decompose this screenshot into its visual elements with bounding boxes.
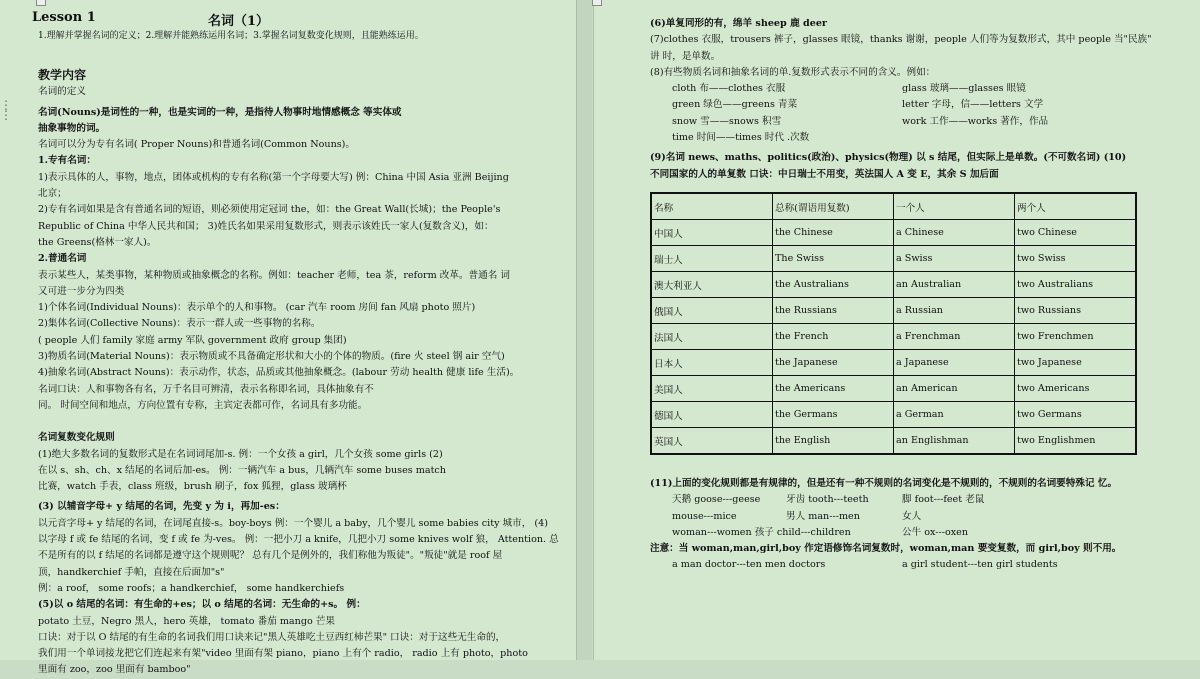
text-line: 同。 时间空间和地点，方向位置有专称，主宾定表都可作，名词具有多功能。 [38,399,368,411]
table-cell: 法国人 [651,324,773,350]
table-cell: two Russians [1015,298,1137,324]
left-page-content [32,10,564,679]
table-row [651,350,1136,376]
lesson-label: Lesson 1 [32,10,96,25]
word-pair: green 绿色——greens 青菜 [672,99,798,111]
text-line: 1.专有名词： [38,155,96,167]
table-cell: an Englishman [894,428,1015,455]
table-cell: 澳大利亚人 [651,272,773,298]
text-line: 里面有 zoo，zoo 里面有 bamboo" [38,664,191,676]
table-header-row [651,193,1136,220]
text-line: 名词(Nouns)是词性的一种，也是实词的一种，是指待人物事时地情感概念 等实体或 [38,106,402,118]
table-cell: a Frenchman [894,324,1015,350]
table-cell: 俄国人 [651,298,773,324]
word-pair-row [650,81,1190,97]
irregular-pair: 脚 foot---feet 老鼠 [902,494,985,506]
table-cell: 日本人 [651,350,773,376]
rules-6-8 [650,16,1190,81]
drag-handle-icon[interactable]: ⋮ ⋮ [0,98,12,122]
table-header-cell: 总称(谓语用复数) [773,193,894,220]
text-line: 北京； [38,188,67,200]
right-page-content [650,16,1190,571]
table-cell: two Swiss [1015,246,1137,272]
irregular-pair: mouse---mice [672,510,737,522]
table-cell: The Swiss [773,246,894,272]
table-cell: two Japanese [1015,350,1137,376]
table-cell: an Australian [894,272,1015,298]
table-row [651,402,1136,428]
table-cell: 英国人 [651,428,773,455]
text-line: 2)集体名词(Collective Nouns)：表示一群人或一些事物的名称。 [38,318,321,330]
text-line: 不是所有的以 f 结尾的名词都是遵守这个规则呢？ 总有几个是例外的，我们称他为叛徒"。"叛徒"就是 roof 屋 [38,550,503,562]
page-gutter [577,0,592,660]
table-cell: two Frenchmen [1015,324,1137,350]
text-line: (8)有些物质名词和抽象名词的单.复数形式表示不同的含义。例如： [650,66,936,78]
objectives: 1.理解并掌握名词的定义；2.理解并能熟练运用名词；3.掌握名词复数变化规则，且能熟练运用。 [38,31,424,41]
text-line: 口诀：对于以 O 结尾的有生命的名词我们用口诀来记"黑人英雄吃土豆西红杮芒果" 口诀：对于这些无生命的， [38,631,506,643]
rule-10: 不同国家的人的单复数 口诀：中日瑞士不用变，英法国人 A 变 E，其余 S 加后面 [650,168,999,180]
table-cell: the English [773,428,894,455]
irregular-pair-row [650,525,1190,541]
plural-heading: 名词复数变化规则 [38,432,115,444]
left-page [0,0,577,676]
table-row [651,272,1136,298]
table-cell: the Russians [773,298,894,324]
table-cell: the Germans [773,402,894,428]
text-line: 在以 s、sh、ch、x 结尾的名词后加-es。 例：一辆汽车 a bus，几辆汽车 some buses match [38,464,446,476]
plural-rules-block [38,447,564,496]
text-line: 1)表示具体的人，事物，地点，团体或机构的专有名称(第一个字母要大写) 例：China 中国 Asia 亚洲 Beijing [38,171,509,183]
table-cell: 美国人 [651,376,773,402]
word-pair-row [650,97,1190,113]
table-cell: two Chinese [1015,220,1137,246]
page-tab-marker [36,0,46,6]
text-line: Republic of China 中华人民共和国； 3)姓氏名如果采用复数形式，则表示该姓氏一家人(复数含义)，如： [38,220,494,232]
right-page [593,0,1200,660]
text-line: the Greens(格林一家人)。 [38,236,157,248]
irregular-pair: 公牛 ox---oxen [902,526,969,538]
table-cell: the French [773,324,894,350]
table-header-cell: 一个人 [894,193,1015,220]
table-header-cell: 名称 [651,193,773,220]
word-pair: letter 字母，信——letters 文学 [902,99,1044,111]
section-title: 教学内容 [38,68,87,83]
rule-9: (9)名词 news、maths、politics(政治)、physics(物理) 以 s 结尾，但实际上是单数。(不可数名词) (10) [650,152,1127,164]
word-pair: snow 雪——snows 积雪 [672,115,782,127]
text-line: 4)抽象名词(Abstract Nouns)：表示动作，状态，品质或其他抽象概念。(labour 劳动 health 健康 life 生活)。 [38,367,520,379]
table-row [651,246,1136,272]
definition-block [38,105,564,415]
irregular-pair: 女人 [902,510,922,522]
text-line: potato 土豆，Negro 黑人，hero 英雄， tomato 番茄 mango 芒果 [38,615,335,627]
word-pair: cloth 布——clothes 衣服 [672,83,786,95]
word-pair-row [650,130,1190,146]
text-line: 表示某些人，某类事物，某种物质或抽象概念的名称。例如：teacher 老师，tea 茶，reform 改革。普通名 词 [38,269,510,281]
irregular-pair-row [650,509,1190,525]
table-cell: two Americans [1015,376,1137,402]
text-line: 2)专有名词如果是含有普通名词的短语，则必须使用定冠词 the，如：the Great Wall(长城)；the People's [38,204,501,216]
text-line: (5)以 o 结尾的名词：有生命的+es；以 o 结尾的名词：无生命的+s。 例： [38,599,366,611]
text-line: (7)clothes 衣服，trousers 裤子，glasses 眼镜，thanks 谢谢，people 人们等为复数形式，其中 people 当"民族" [650,34,1152,46]
word-pair: glass 玻璃——glasses 眼镜 [902,83,1026,95]
irregular-pair: woman---women 孩子 child---children [672,526,851,538]
example-1: a man doctor---ten men doctors [672,559,826,571]
table-cell: the Japanese [773,350,894,376]
example-row [650,557,1190,573]
irregular-pair: 牙齿 tooth---teeth [786,494,869,506]
table-cell: a Swiss [894,246,1015,272]
plural-rules-block-2 [38,499,564,678]
text-line: 讲 时，是单数。 [650,50,721,62]
text-line: 又可进一步分为四类 [38,285,125,297]
text-line: 抽象事物的词。 [38,122,106,134]
lesson-title: 名词（1） [208,14,270,29]
example-2: a girl student---ten girl students [902,559,1058,571]
text-line: (1)绝大多数名词的复数形式是在名词词尾加-s. 例：一个女孩 a girl，几个女孩 some girls (2) [38,448,443,460]
table-header-cell: 两个人 [1015,193,1137,220]
word-pair: work 工作——works 著作，作品 [902,115,1049,127]
table-cell: 瑞士人 [651,246,773,272]
table-cell: an American [894,376,1015,402]
after-table-block [650,476,1190,574]
table-cell: the Americans [773,376,894,402]
table-cell: a Russian [894,298,1015,324]
text-line: 我们用一个单词接龙把它们连起来有架"video 里面有架 piano，piano 上有个 radio， radio 上有 photo，photo [38,648,528,660]
table-row [651,324,1136,350]
irregular-pairs [650,492,1190,541]
table-cell: 德国人 [651,402,773,428]
table-cell: the Chinese [773,220,894,246]
irregular-pair: 男人 man---men [786,510,860,522]
rule-11: (11)上面的变化规则都是有规律的，但是还有一种不规则的名词变化是不规则的，不规则的名词要特殊记 忆。 [650,478,1118,489]
table-row [651,376,1136,402]
irregular-pair-row [650,492,1190,508]
text-line: ( people 人们 family 家庭 army 军队 government 政府 group 集团) [38,334,347,346]
nationality-table [650,192,1137,455]
table-cell: 中国人 [651,220,773,246]
table-row [651,298,1136,324]
table-cell: a Japanese [894,350,1015,376]
text-line: 2.普通名词 [38,253,87,265]
text-line: 名词可以分为专有名词( Proper Nouns)和普通名词(Common Nouns)。 [38,139,356,151]
text-line: (3) 以辅音字母+ y 结尾的名词，先变 y 为 i，再加-es： [38,501,285,513]
word-pair-row [650,114,1190,130]
text-line: 3)物质名词(Material Nouns)：表示物质或不具备确定形状和大小的个体的物质。(fire 火 steel 钢 air 空气) [38,351,505,363]
definition-heading: 名词的定义 [38,86,86,98]
text-line: 1)个体名词(Individual Nouns)：表示单个的人和事物。 (car 汽车 room 房间 fan 风扇 photo 照片) [38,302,476,314]
text-line: (6)单复同形的有，绵羊 sheep 鹿 deer [650,18,827,29]
note: 注意：当 woman,man,girl,boy 作定语修饰名词复数时，woman,man 要变复数，而 girl,boy 则不用。 [650,543,1122,555]
text-line: 名词口诀：人和事物各有名，万千名目可辨清，表示名称即名词，具体抽象有不 [38,383,374,395]
word-pairs-8 [650,81,1190,146]
lesson-header [32,10,564,29]
table-row [651,428,1136,455]
page-tab-marker [592,0,602,6]
word-pair: time 时间——times 时代 .次数 [672,132,810,144]
table-cell: two Englishmen [1015,428,1137,455]
table-cell: two Germans [1015,402,1137,428]
text-line: 以字母 f 或 fe 结尾的名词，变 f 或 fe 为-ves。 例：一把小刀 a knife，几把小刀 some knives wolf 狼， Attention. 总 [38,534,559,546]
table-cell: two Australians [1015,272,1137,298]
table-cell: a German [894,402,1015,428]
text-line: 比赛，watch 手表，class 班级，brush 刷子，fox 狐狸，glass 玻璃杯 [38,481,347,493]
text-line: 以元音字母+ y 结尾的名词，在词尾直接-s。boy-boys 例：一个婴儿 a baby，几个婴儿 some babies city 城市， (4) [38,517,548,529]
table-row [651,220,1136,246]
table-cell: the Australians [773,272,894,298]
text-line: 例：a roof， some roofs；a handkerchief， some handkerchiefs [38,582,345,594]
table-cell: a Chinese [894,220,1015,246]
text-line: 顶，handkerchief 手帕，直接在后面加"s" [38,566,225,578]
irregular-pair: 天鹅 goose---geese [672,494,761,506]
